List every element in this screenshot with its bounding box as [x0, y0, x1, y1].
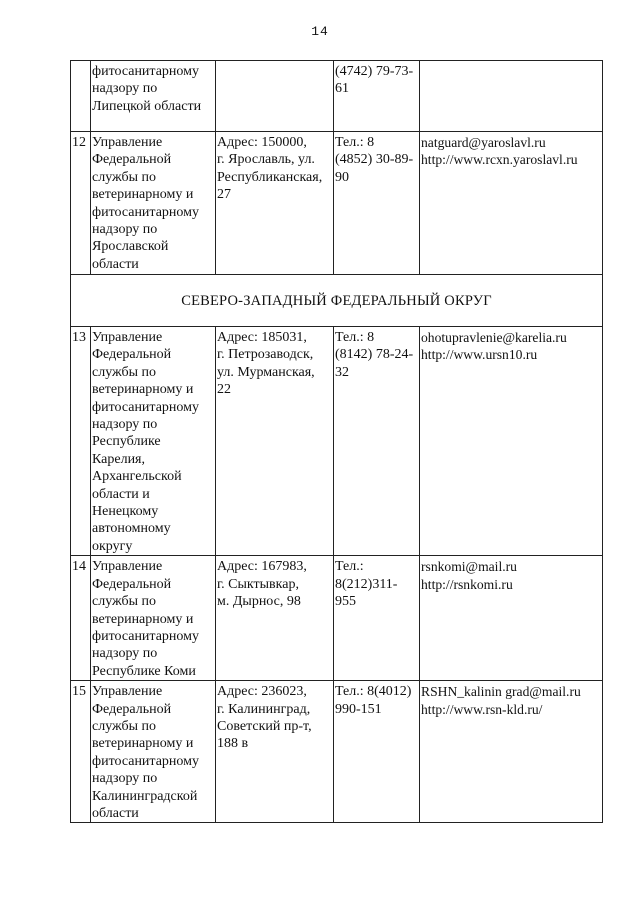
address-line: Советский пр-т,	[217, 718, 312, 734]
agency-name-line: автономному	[92, 521, 171, 537]
phone-line: (4742) 79-73-	[335, 64, 414, 79]
address-line: г. Сыктывкар,	[217, 576, 299, 592]
contact-cell	[420, 61, 603, 132]
agency-name-line: службы по	[92, 718, 157, 734]
address-line: г. Петрозаводск,	[217, 347, 314, 363]
contact-line: ohotupravlenie@karelia.ru	[421, 330, 567, 345]
agency-name-line: Калининградской	[92, 788, 198, 804]
agency-name-line: Архангельской	[92, 469, 182, 485]
contact-cell	[420, 132, 603, 275]
contact-line: http://www.rsn-kld.ru/	[421, 701, 543, 717]
phone-cell	[334, 327, 420, 556]
address-cell	[216, 681, 334, 823]
phone-line: 61	[335, 81, 349, 97]
row-number: 13	[71, 327, 91, 556]
row-number: 14	[71, 556, 91, 681]
agency-name-cell	[91, 327, 216, 556]
agency-name-cell	[91, 61, 216, 132]
agency-name-line: надзору по	[92, 222, 158, 238]
agency-name-line: фитосанитарному	[92, 64, 200, 79]
phone-line: 90	[335, 169, 349, 185]
agency-name-line: Липецкой области	[92, 98, 202, 114]
address-line: 27	[217, 187, 231, 203]
agency-name-line: области и	[92, 486, 150, 502]
address-line: Адрес: 185031,	[217, 330, 307, 345]
agency-name-line: надзору по	[92, 771, 158, 787]
phone-cell	[334, 61, 420, 132]
agency-name-line: ветеринарному и	[92, 736, 194, 752]
contact-line: natguard@yaroslavl.ru	[421, 135, 546, 150]
agency-name-line: службы по	[92, 594, 157, 610]
row-number	[71, 61, 91, 132]
agency-name-line: Федеральной	[92, 701, 172, 717]
address-line: г. Ярославль, ул.	[217, 152, 315, 168]
phone-line: Тел.: 8(4012)	[335, 684, 412, 700]
agency-table	[70, 60, 603, 823]
agency-name-line: Управление	[92, 559, 163, 575]
table-row	[71, 556, 603, 681]
phone-cell	[334, 681, 420, 823]
address-line: ул. Мурманская,	[217, 364, 315, 380]
page-number: 14	[311, 24, 329, 39]
contact-line: RSHN_kalinin grad@mail.ru	[421, 684, 581, 700]
agency-name-line: Управление	[92, 135, 163, 150]
agency-name-line: Федеральной	[92, 576, 172, 592]
agency-name-cell	[91, 132, 216, 275]
agency-name-line: фитосанитарному	[92, 628, 200, 644]
contact-line: http://www.ursn10.ru	[421, 347, 538, 363]
phone-line: Тел.:	[335, 559, 364, 575]
contact-cell	[420, 681, 603, 823]
agency-name-line: Федеральной	[92, 347, 172, 363]
table-row	[71, 61, 603, 132]
address-cell	[216, 132, 334, 275]
address-line: 22	[217, 382, 231, 398]
address-line: Адрес: 150000,	[217, 135, 307, 150]
agency-name-line: Ярославской	[92, 239, 169, 255]
address-cell	[216, 327, 334, 556]
agency-name-line: области	[92, 256, 139, 272]
contact-line: rsnkomi@mail.ru	[421, 559, 517, 575]
phone-line: 990-151	[335, 701, 382, 717]
agency-name-cell	[91, 556, 216, 681]
address-cell	[216, 556, 334, 681]
phone-cell	[334, 132, 420, 275]
agency-name-line: службы по	[92, 169, 157, 185]
section-title: СЕВЕРО-ЗАПАДНЫЙ ФЕДЕРАЛЬНЫЙ ОКРУГ	[71, 275, 603, 327]
contact-cell	[420, 327, 603, 556]
row-number: 12	[71, 132, 91, 275]
agency-name-line: надзору по	[92, 417, 158, 433]
contact-line: http://rsnkomi.ru	[421, 576, 513, 592]
agency-name-cell	[91, 681, 216, 823]
phone-line: 32	[335, 364, 349, 380]
phone-line: 8(212)311-	[335, 576, 398, 592]
address-line: Адрес: 236023,	[217, 684, 307, 700]
table-row	[71, 132, 603, 275]
address-line: г. Калининград,	[217, 701, 311, 717]
table-row	[71, 681, 603, 823]
address-line: Адрес: 167983,	[217, 559, 307, 575]
address-line: 188 в	[217, 736, 249, 752]
agency-name-line: ветеринарному и	[92, 611, 194, 627]
agency-name-line: надзору по	[92, 81, 158, 97]
phone-line: (4852) 30-89-	[335, 152, 414, 168]
agency-name-line: ветеринарному и	[92, 382, 194, 398]
phone-line: Тел.: 8	[335, 135, 375, 150]
agency-name-line: Ненецкому	[92, 504, 159, 520]
agency-name-line: области	[92, 805, 139, 821]
agency-name-line: фитосанитарному	[92, 753, 200, 769]
address-line: Республиканская,	[217, 169, 323, 185]
agency-name-line: фитосанитарному	[92, 399, 200, 415]
phone-line: Тел.: 8	[335, 330, 375, 345]
agency-name-line: службы по	[92, 364, 157, 380]
agency-name-line: округу	[92, 538, 133, 554]
row-number: 15	[71, 681, 91, 823]
section-row	[71, 275, 603, 327]
phone-cell	[334, 556, 420, 681]
table-body	[71, 61, 603, 823]
address-line: м. Дырнос, 98	[217, 594, 301, 610]
agency-name-line: Карелия,	[92, 451, 145, 467]
agency-name-line: Управление	[92, 330, 163, 345]
address-cell	[216, 61, 334, 132]
agency-name-line: Федеральной	[92, 152, 172, 168]
agency-name-line: фитосанитарному	[92, 204, 200, 220]
agency-name-line: ветеринарному и	[92, 187, 194, 203]
agency-name-line: Управление	[92, 684, 163, 700]
agency-name-line: Республике	[92, 434, 161, 450]
contact-cell	[420, 556, 603, 681]
phone-line: 955	[335, 594, 356, 610]
agency-name-line: Республике Коми	[92, 663, 196, 679]
contact-line: http://www.rcxn.yaroslavl.ru	[421, 152, 578, 168]
phone-line: (8142) 78-24-	[335, 347, 414, 363]
agency-name-line: надзору по	[92, 646, 158, 662]
table-row	[71, 327, 603, 556]
